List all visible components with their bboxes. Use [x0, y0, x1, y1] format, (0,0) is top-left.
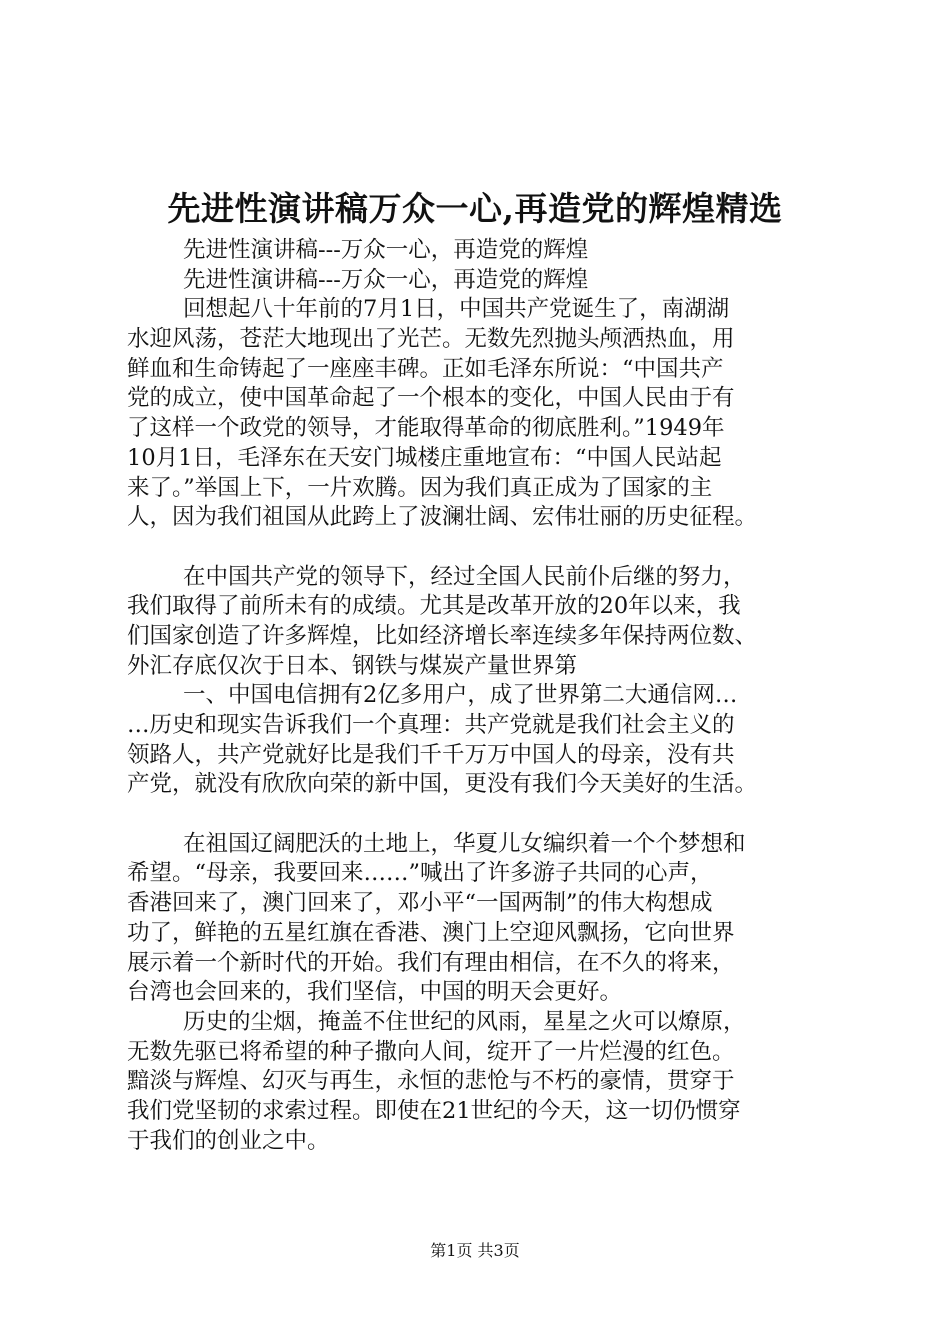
text-line: 领路人，共产党就好比是我们千千万万中国人的母亲，没有共 [127, 741, 735, 768]
text-line: 了这样一个政党的领导，才能取得革命的彻底胜利。”1949年 [127, 415, 725, 442]
text-line: 先进性演讲稿---万众一心，再造党的辉煌 [183, 266, 589, 293]
document-title: 先进性演讲稿万众一心,再造党的辉煌精选 [167, 189, 783, 228]
text-line: 水迎风荡，苍茫大地现出了光芒。无数先烈抛头颅洒热血，用 [127, 326, 735, 353]
text-line: 鲜血和生命铸起了一座座丰碑。正如毛泽东所说：“中国共产 [127, 355, 724, 382]
text-line: 来了。”举国上下，一片欢腾。因为我们真正成为了国家的主 [127, 474, 713, 501]
text-line: 在中国共产党的领导下，经过全国人民前仆后继的努力， [183, 563, 746, 590]
text-line: 党的成立，使中国革命起了一个根本的变化，中国人民由于有 [127, 385, 735, 412]
text-line: 台湾也会回来的，我们坚信，中国的明天会更好。 [127, 979, 623, 1006]
text-line: 外汇存底仅次于日本、钢铁与煤炭产量世界第 [127, 652, 578, 679]
text-line: 10月1日，毛泽东在天安门城楼庄重地宣布：“中国人民站起 [127, 444, 722, 471]
text-line: 在祖国辽阔肥沃的土地上，华夏儿女编织着一个个梦想和 [183, 830, 746, 857]
text-line: 于我们的创业之中。 [127, 1127, 330, 1154]
text-line: 一、中国电信拥有2亿多用户，成了世界第二大通信网… [183, 682, 738, 709]
text-line: 人，因为我们祖国从此跨上了波澜壮阔、宏伟壮丽的历史征程。 [127, 504, 758, 531]
document-body [127, 236, 833, 1156]
text-line: 历史的尘烟，掩盖不住世纪的风雨，星星之火可以燎原， [183, 1008, 746, 1035]
text-line: 无数先驱已将希望的种子撒向人间，绽开了一片烂漫的红色。 [127, 1038, 735, 1065]
text-line: 先进性演讲稿---万众一心，再造党的辉煌 [183, 237, 589, 263]
text-line: 产党，就没有欣欣向荣的新中国，更没有我们今天美好的生活。 [127, 771, 758, 798]
text-line: 回想起八十年前的7月1日，中国共产党诞生了，南湖湖 [183, 296, 730, 323]
text-line: 们国家创造了许多辉煌，比如经济增长率连续多年保持两位数、 [127, 622, 758, 649]
page-footer: 第1页 共3页 [430, 1241, 520, 1260]
text-line: 展示着一个新时代的开始。我们有理由相信，在不久的将来， [127, 949, 735, 976]
text-line: 香港回来了，澳门回来了，邓小平“一国两制”的伟大构想成 [127, 890, 713, 917]
text-line: 功了，鲜艳的五星红旗在香港、澳门上空迎风飘扬，它向世界 [127, 919, 735, 946]
text-line: 黯淡与辉煌、幻灭与再生，永恒的悲怆与不朽的豪情，贯穿于 [127, 1068, 735, 1095]
blank-line [127, 800, 833, 830]
text-line: 我们取得了前所未有的成绩。尤其是改革开放的20年以来，我 [127, 593, 741, 620]
blank-line [127, 533, 833, 563]
text-line: 希望。“母亲，我要回来……”喊出了许多游子共同的心声， [127, 860, 713, 887]
text-line: 我们党坚韧的求索过程。即使在21世纪的今天，这一切仍惯穿 [127, 1097, 741, 1124]
text-line: …历史和现实告诉我们一个真理：共产党就是我们社会主义的 [127, 712, 735, 738]
